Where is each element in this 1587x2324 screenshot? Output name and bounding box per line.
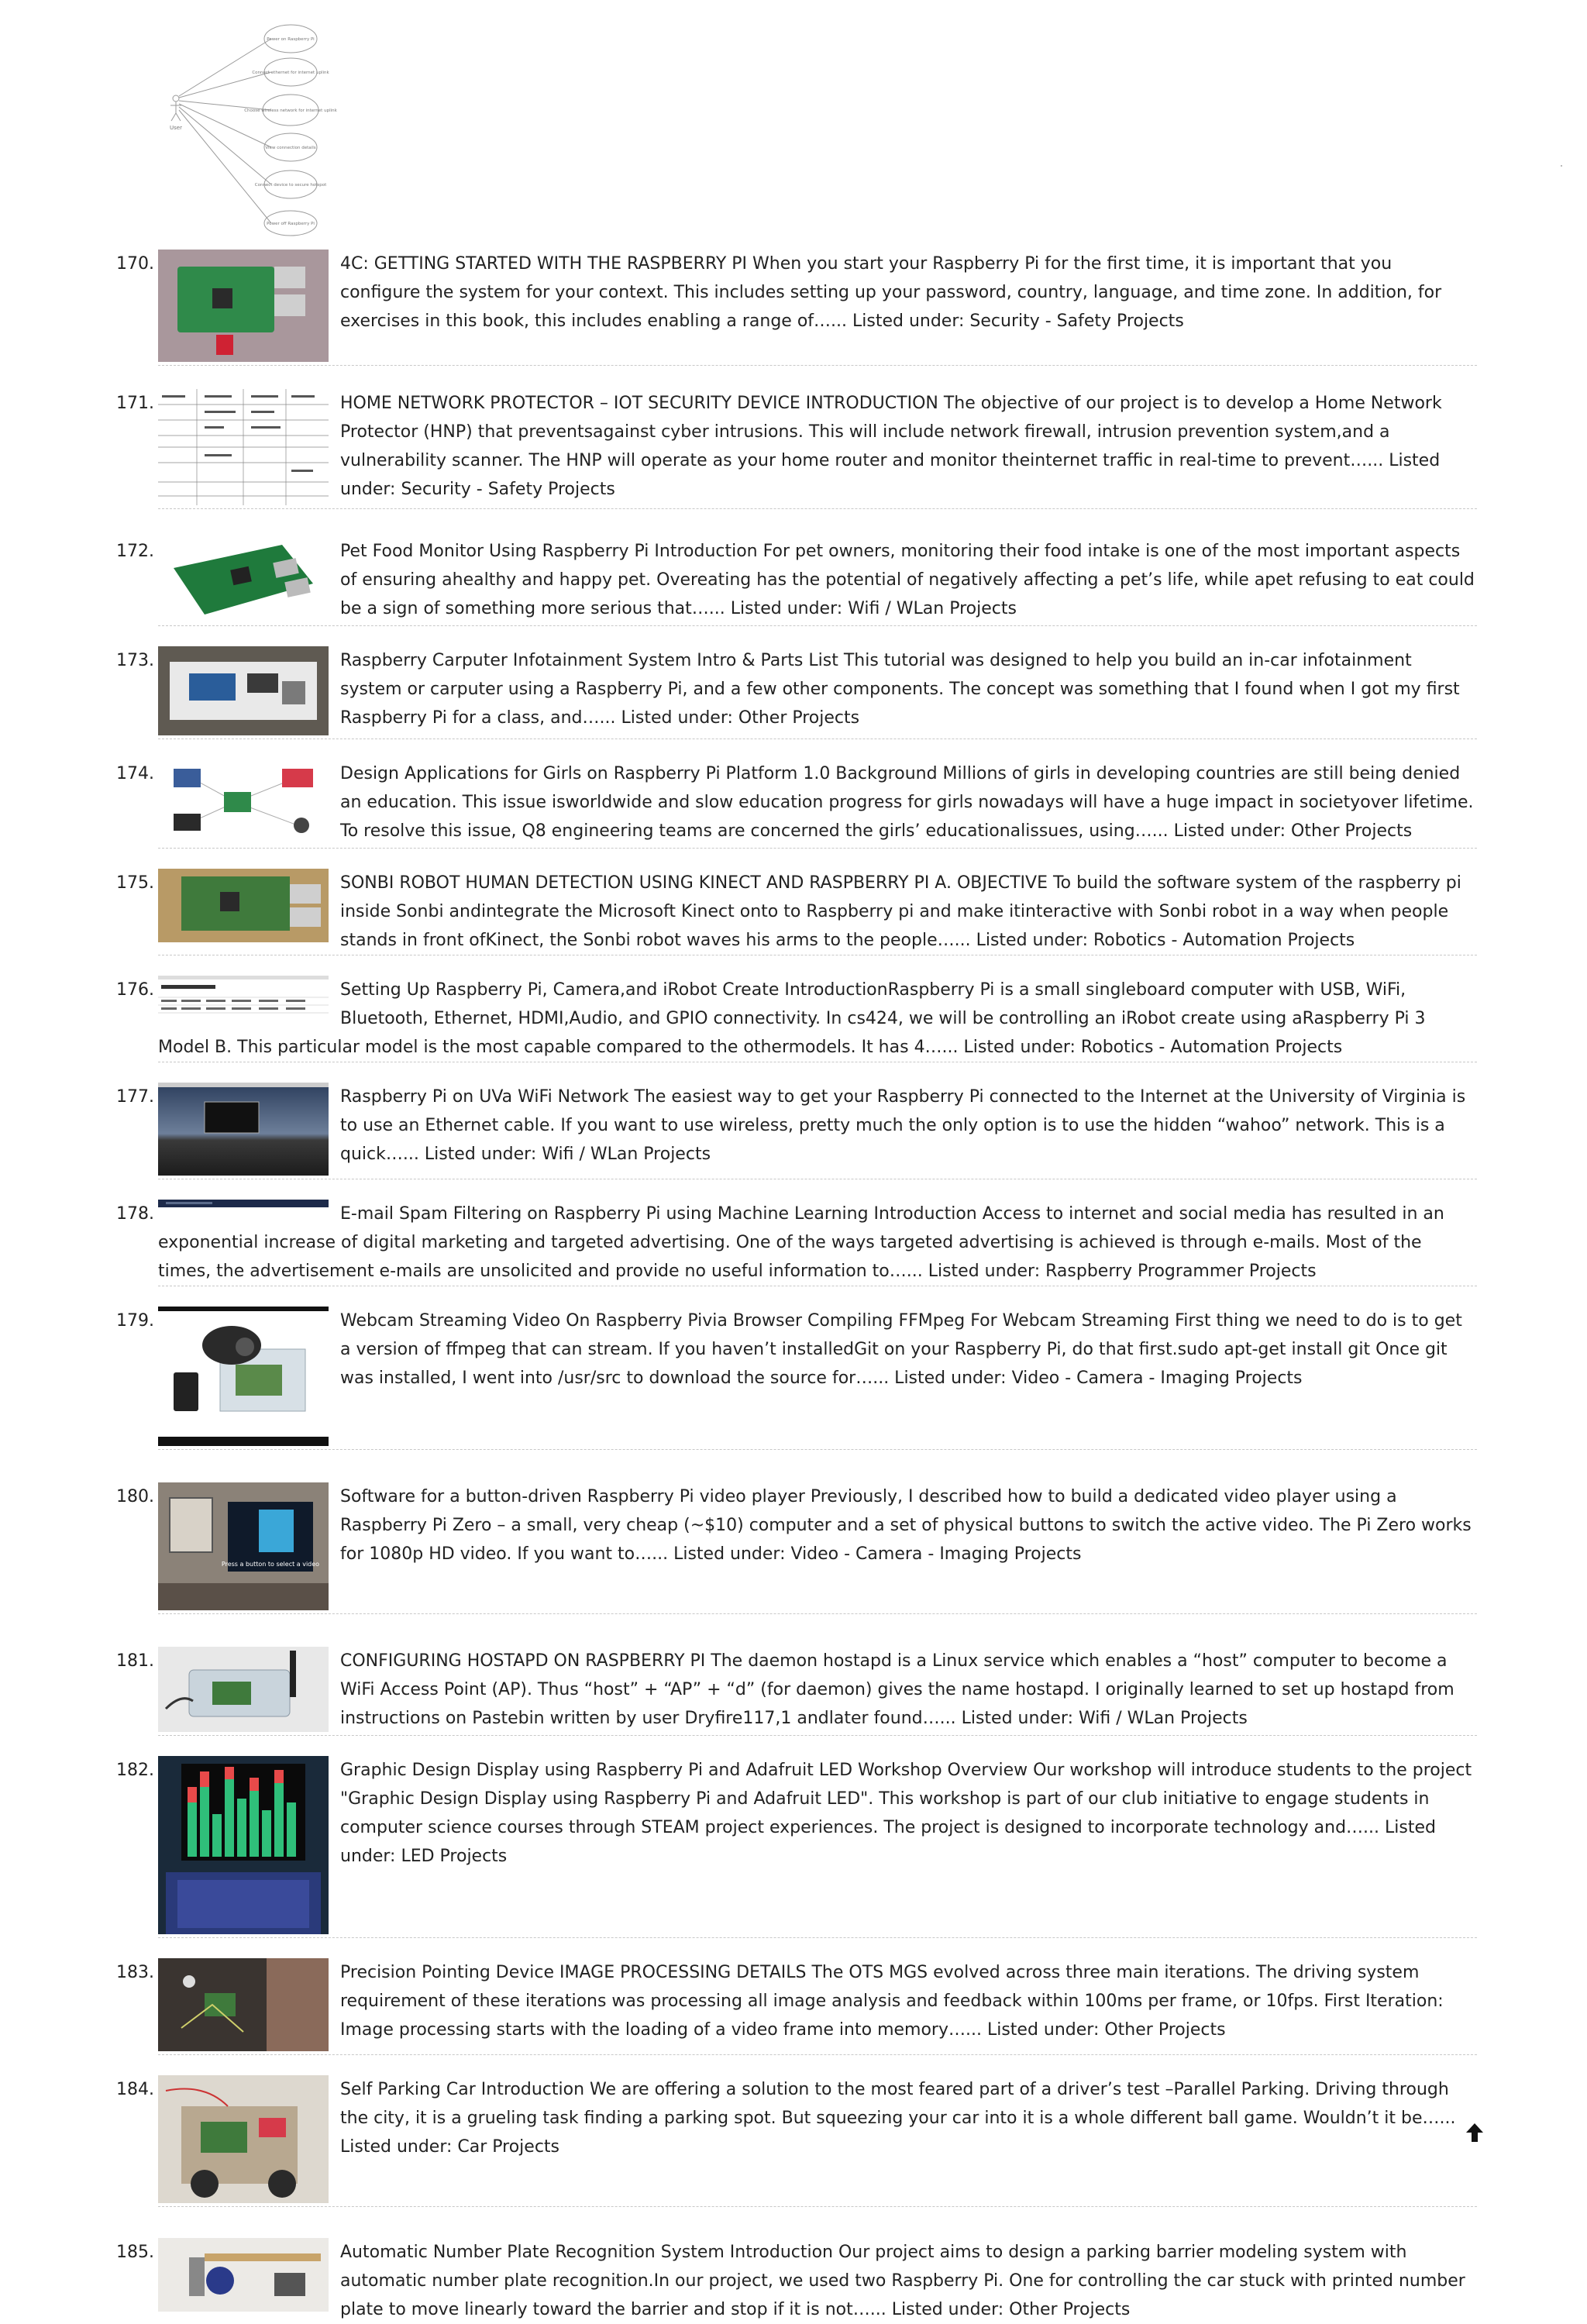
item-description: HOME NETWORK PROTECTOR – IOT SECURITY DEVICE INTRODUCTION The objective of our project is to develop a Home Network Protector (HNP) that preventsagainst cyber intrusions. This will include network firewall, intrusion prevention system,and a vulnerability scanner. The HNP will operate as your home router and monitor theinternet traffic in real-time to prevent…... Listed under: Security - Safety Projects	[340, 394, 1442, 499]
item-description: CONFIGURING HOSTAPD ON RASPBERRY PI The daemon hostapd is a Linux service which enables a “host” computer to become a WiFi Access Point (AP). Thus “host” + “AP” + “d” (for daemon) gives the name hostapd. I originally learned to set up hostapd from instructions on Pastebin written by user Dryfire117,1 andlater found…... Listed under: Wifi / WLan Projects	[340, 1651, 1454, 1728]
video-player-photo	[158, 1482, 329, 1610]
list-item	[113, 976, 1477, 1067]
svg-text:Power on Raspberry Pi	[267, 37, 315, 42]
use-case-2: Connect ethernet for internet uplink	[252, 71, 329, 75]
divider	[158, 2206, 1477, 2207]
list-item	[113, 2075, 1477, 2207]
raspberry-pi-board-angled-photo	[158, 537, 329, 622]
list-item	[113, 1307, 1477, 1450]
thumbnail-link[interactable]	[158, 646, 329, 735]
video-overlay-caption: Press a button to select a video	[221, 1561, 320, 1568]
list-item	[113, 1958, 1477, 2060]
thumbnail-link[interactable]	[158, 1482, 329, 1610]
item-number: 174.	[116, 764, 154, 783]
wifi-desktop-screenshot	[158, 1083, 329, 1176]
thumbnail-link[interactable]	[158, 759, 329, 845]
thumbnail-link[interactable]	[158, 976, 329, 1018]
led-matrix-photo	[158, 1756, 329, 1934]
item-number: 179.	[116, 1311, 154, 1331]
item-description: Automatic Number Plate Recognition System Introduction Our project aims to design a parking barrier modeling system with automatic number plate recognition.In our project, we used two Raspberry Pi. One for controlling the car stuck with printed number plate to move linearly toward the barrier and stop if it is not…... Listed under: Other Projects	[340, 2243, 1465, 2319]
thumbnail-link[interactable]	[158, 250, 329, 362]
thumbnail-link[interactable]	[158, 1200, 329, 1207]
svg-text:Choose wireless network for in	[244, 108, 337, 113]
up-arrow-icon[interactable]	[1465, 2122, 1485, 2143]
dashboard-screenshot	[158, 976, 329, 1018]
thumbnail-link[interactable]	[158, 1083, 329, 1176]
item-number: 182.	[116, 1761, 154, 1780]
item-number: 172.	[116, 542, 154, 561]
item-description: Webcam Streaming Video On Raspberry Pivia Browser Compiling FFMpeg For Webcam Streaming First thing we need to do is to get a version of ffmpeg that can stream. If you haven’t installedGit on your Raspberry Pi, do that first.sudo apt-get install git Once git was installed, I went into /usr/src to download the source for…... Listed under: Video - Camera - Imaging Projects	[340, 1311, 1462, 1388]
item-description: Raspberry Pi on UVa WiFi Network The easiest way to get your Raspberry Pi connected to the Internet at the University of Virginia is to use an Ethernet cable. If you want to use wireless, pretty much the only option is to use the hidden “wahoo” network. This is a quick…... Listed under: Wifi / WLan Projects	[340, 1087, 1466, 1164]
raspberry-pi-board-photo	[158, 250, 329, 362]
divider	[158, 1062, 1477, 1067]
divider	[158, 1613, 1477, 1614]
thumbnail-link[interactable]	[158, 537, 329, 622]
list-item	[113, 1756, 1477, 1943]
router-case-photo	[158, 1647, 329, 1732]
list-item	[113, 2238, 1477, 2324]
divider	[158, 955, 1477, 960]
item-number: 176.	[116, 980, 154, 1000]
thumbnail-link[interactable]	[158, 2075, 329, 2203]
item-number: 185.	[116, 2243, 154, 2262]
thumbnail-link[interactable]	[158, 2238, 329, 2312]
thumbnail-link[interactable]	[158, 1307, 329, 1446]
list-item	[113, 1200, 1477, 1291]
divider	[158, 2054, 1477, 2060]
thumbnail-link[interactable]	[158, 389, 329, 505]
item-description: Pet Food Monitor Using Raspberry Pi Introduction For pet owners, monitoring their food intake is one of the most important aspects of ensuring ahealthy and happy pet. Overeating has the potential of negatively affecting a pet’s life, while apet refusing to eat could be a sign of something more serious that…... Listed under: Wifi / WLan Projects	[340, 542, 1475, 618]
item-number: 175.	[116, 873, 154, 893]
use-case-4: View connection details	[265, 146, 316, 150]
divider	[158, 1735, 1477, 1740]
thumbnail-link[interactable]	[158, 1647, 329, 1732]
list-item	[113, 389, 1477, 522]
use-case-3: Choose wireless network for internet uplink	[244, 108, 337, 113]
divider	[158, 365, 1477, 374]
item-number: 183.	[116, 1963, 154, 1982]
item-description: Precision Pointing Device IMAGE PROCESSING DETAILS The OTS MGS evolved across three main iterations. The driving system requirement of these iterations was processing all image analysis and feedback within 100ms per frame, or 10fps. First Iteration: Image processing starts with the loading of a video frame into memory…... Listed under: Other Projects	[340, 1963, 1444, 2040]
item-number: 171.	[116, 394, 154, 413]
use-case-5: Connect device to secure hotspot	[254, 183, 327, 188]
list-item	[113, 537, 1477, 631]
svg-text:View connection details	[265, 146, 315, 150]
list-item	[113, 759, 1477, 853]
item-description: 4C: GETTING STARTED WITH THE RASPBERRY PI When you start your Raspberry Pi for the first time, it is important that you configure the system for your context. This includes setting up your password, country, language, and time zone. In addition, for exercises in this book, this includes enabling a range of…... Listed under: Security - Safety Projects	[340, 254, 1442, 331]
divider	[158, 1286, 1477, 1291]
project-list	[113, 250, 1477, 2324]
item-number: 177.	[116, 1087, 154, 1107]
item-description: Software for a button-driven Raspberry Pi video player Previously, I described how to build a dedicated video player using a Raspberry Pi Zero – a small, very cheap (~$10) computer and a set of physical buttons to switch the active video. The Pi Zero works for 1080p HD video. If you want to…... Listed under: Video - Camera - Imaging Projects	[340, 1487, 1472, 1564]
list-item	[113, 646, 1477, 744]
divider	[158, 848, 1477, 853]
divider	[158, 508, 1477, 522]
item-number: 184.	[116, 2080, 154, 2099]
robot-board-photo	[158, 869, 329, 942]
item-description: Graphic Design Display using Raspberry Pi and Adafruit LED Workshop Overview Our workshop will introduce students to the project "Graphic Design Display using Raspberry Pi and Adafruit LED". This workshop is part of our club initiative to engage students in computer science courses through STEAM project experiences. The project is designed to incorporate technology and…... Listed under: LED Projects	[340, 1761, 1472, 1866]
components-diagram-image	[158, 759, 329, 845]
webcam-photo	[158, 1307, 329, 1446]
divider	[158, 1937, 1477, 1943]
item-number: 181.	[116, 1651, 154, 1671]
divider	[158, 739, 1477, 744]
thin-banner-image	[158, 1200, 329, 1207]
item-number: 178.	[116, 1204, 154, 1224]
thumbnail-link[interactable]	[158, 1756, 329, 1934]
carputer-box-photo	[158, 646, 329, 735]
item-description: E-mail Spam Filtering on Raspberry Pi using Machine Learning Introduction Access to internet and social media has resulted in an exponential increase of digital marketing and targeted advertising. One of the ways targeted advertising is achieved is through e-mails. Most of the times, the advertisement e-mails are unsolicited and provide no useful information to…... Listed under: Raspberry Programmer Projects	[158, 1204, 1444, 1281]
pointing-device-photo	[158, 1958, 329, 2051]
svg-text:Power off Raspberry Pi	[267, 222, 315, 226]
item-description: Setting Up Raspberry Pi, Camera,and iRobot Create IntroductionRaspberry Pi is a small singleboard computer with USB, WiFi, Bluetooth, Ethernet, HDMI,Audio, and GPIO connectivity. In cs424, we will be controlling an iRobot create using aRaspberry Pi 3 Model B. This particular model is the most capable compared to the othermodels. It has 4…... Listed under: Robotics - Automation Projects	[158, 980, 1426, 1057]
thumbnail-link[interactable]	[158, 1958, 329, 2051]
item-number: 170.	[116, 254, 154, 274]
use-case-1: Power on Raspberry Pi	[267, 37, 315, 42]
list-item	[113, 1482, 1477, 1614]
parking-car-photo	[158, 2075, 329, 2203]
use-case-diagram	[155, 15, 341, 236]
stray-mark	[1561, 165, 1562, 167]
item-number: 173.	[116, 651, 154, 670]
list-item	[113, 1083, 1477, 1184]
list-item	[113, 250, 1477, 374]
item-description: SONBI ROBOT HUMAN DETECTION USING KINECT AND RASPBERRY PI A. OBJECTIVE To build the software system of the raspberry pi inside Sonbi andintegrate the Microsoft Kinect onto to Raspberry pi and make itinteractive with Sonbi robot in a way when people stands in front ofKinect, the Sonbi robot waves his arms to the people…... Listed under: Robotics - Automation Projects	[340, 873, 1461, 950]
comparison-table-image	[158, 389, 329, 505]
svg-text:Connect device to secure hotsp	[255, 183, 327, 188]
actor-label: User	[170, 125, 182, 131]
divider	[158, 1179, 1477, 1184]
thumbnail-link[interactable]	[158, 869, 329, 942]
barrier-model-photo	[158, 2238, 329, 2312]
use-case-6: Power off Raspberry Pi	[267, 222, 315, 226]
item-description: Self Parking Car Introduction We are offering a solution to the most feared part of a driver’s test –Parallel Parking. Driving through the city, it is a grueling task finding a parking spot. But squeezing your car into it is a whole different ball game. Wouldn’t it be…... Listed under: Car Projects	[340, 2080, 1456, 2157]
item-number: 180.	[116, 1487, 154, 1506]
svg-text:Connect ethernet for internet	[252, 71, 329, 75]
list-item	[113, 869, 1477, 960]
item-description: Raspberry Carputer Infotainment System Intro & Parts List This tutorial was designed to help you build an in-car infotainment system or carputer using a Raspberry Pi, and a few other components. The concept was something that I found when I got my first Raspberry Pi for a class, and…... Listed under: Other Projects	[340, 651, 1460, 728]
divider	[158, 1449, 1477, 1450]
list-item	[113, 1647, 1477, 1740]
divider	[158, 625, 1477, 631]
item-description: Design Applications for Girls on Raspberry Pi Platform 1.0 Background Millions of girls in developing countries are still being denied an education. This issue isworldwide and slow education progress for girls nowadays will have a huge impact in societyover lifetime. To resolve this issue, Q8 engineering teams are concerned the girls’ educationalissues, using…... Listed under: Other Projects	[340, 764, 1474, 841]
